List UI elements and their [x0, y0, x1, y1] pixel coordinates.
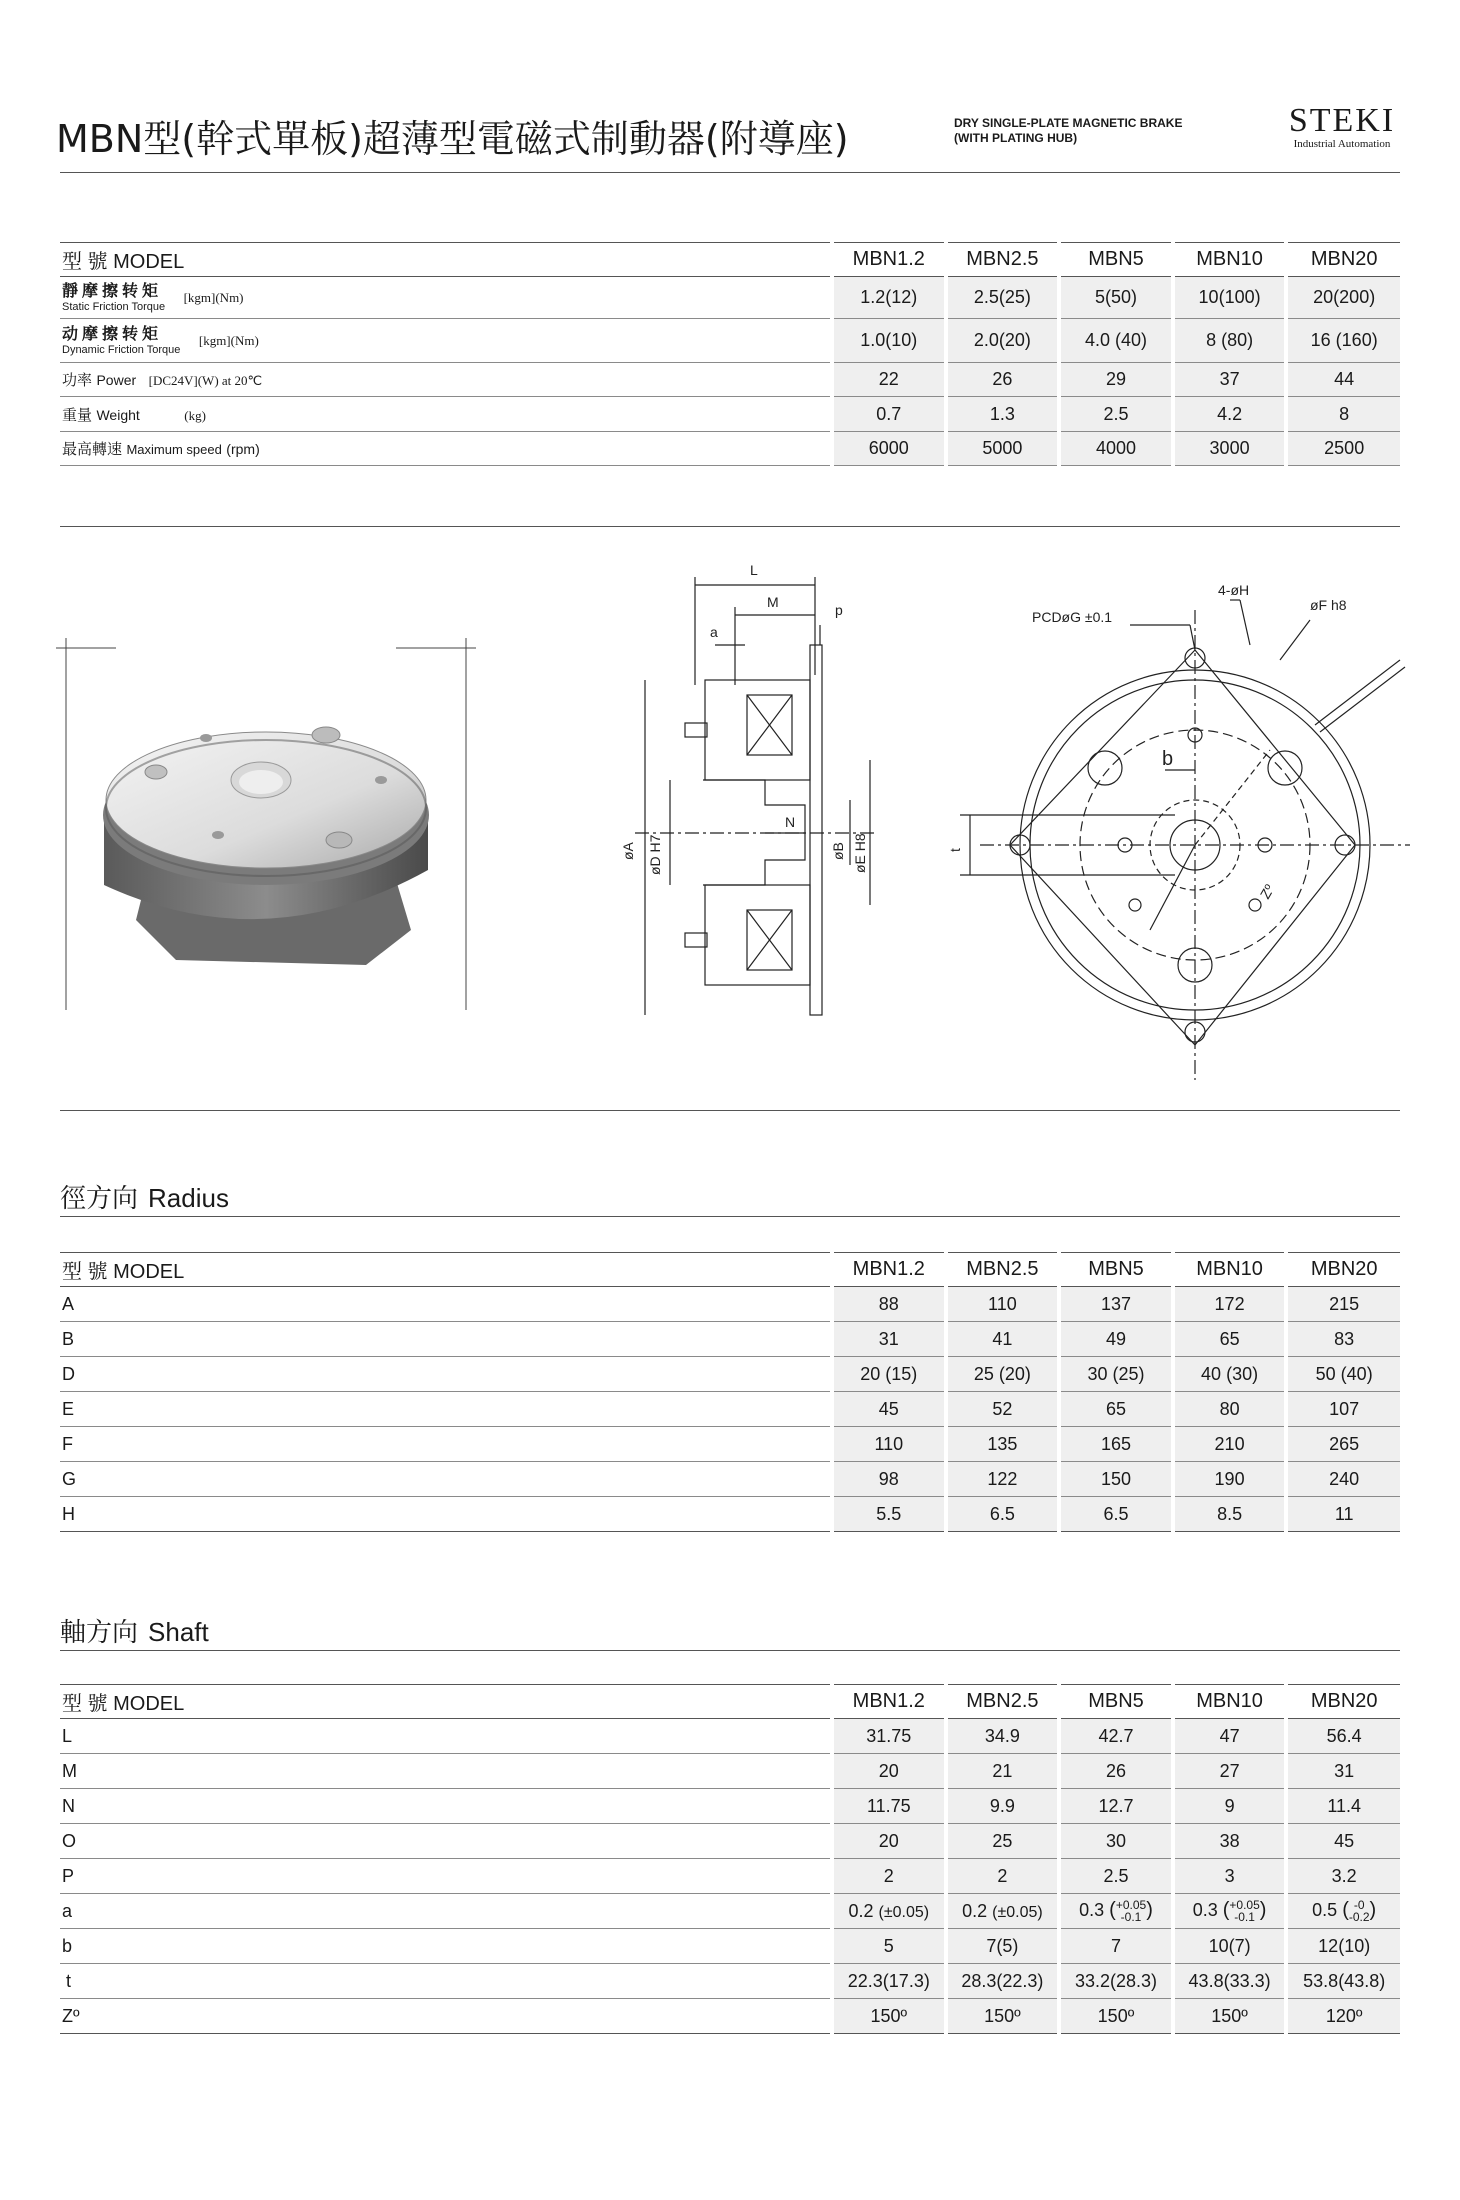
shaft-a-2-base: 0.3 [1079, 1899, 1105, 1920]
shaft-row-P [60, 1859, 1400, 1894]
static-unit: [kgm](Nm) [183, 289, 244, 305]
speed-val-4: 2500 [1286, 432, 1400, 466]
shaft-a-2-down: -0.1 [1120, 1910, 1142, 1925]
radius-label-A: A [60, 1287, 832, 1322]
product-photo [56, 630, 486, 1020]
shaft-a-1-tol: (±0.05) [992, 1903, 1043, 1921]
dim-N: N [785, 814, 796, 830]
shaft-b-2: 7 [1059, 1929, 1173, 1964]
shaft-label-b: b [60, 1929, 832, 1964]
radius-title-cn: 徑方向 [60, 1184, 139, 1214]
label-pcd: PCDøG ±0.1 [1032, 609, 1113, 625]
radius-B-4: 83 [1286, 1322, 1400, 1357]
static-val-0: 1.2(12) [832, 277, 946, 319]
radius-row-A [60, 1287, 1400, 1322]
radius-D-0: 20 (15) [832, 1357, 946, 1392]
dynamic-torque-row [60, 319, 1400, 363]
shaft-model-en: MODEL [113, 1693, 185, 1715]
power-unit: [DC24V](W) at 20℃ [148, 373, 263, 388]
label-b: b [1162, 748, 1174, 770]
shaft-model-3: MBN10 [1173, 1685, 1287, 1719]
shaft-b-1: 7(5) [946, 1929, 1060, 1964]
radius-label-F: F [60, 1427, 832, 1462]
radius-model-0: MBN1.2 [832, 1253, 946, 1287]
dynamic-cn: 动摩擦转矩 [62, 325, 163, 343]
radius-H-2: 6.5 [1059, 1497, 1173, 1532]
spec-header-row [60, 243, 1400, 277]
radius-row-H [60, 1497, 1400, 1532]
shaft-title-underline [60, 1650, 1400, 1651]
radius-label-E: E [60, 1392, 832, 1427]
shaft-label-L: L [60, 1719, 832, 1754]
shaft-M-4: 31 [1286, 1754, 1400, 1789]
radius-H-4: 11 [1286, 1497, 1400, 1532]
dynamic-unit: [kgm](Nm) [198, 332, 259, 348]
shaft-M-1: 21 [946, 1754, 1060, 1789]
dynamic-torque-label [60, 319, 832, 363]
subtitle-line-1: DRY SINGLE-PLATE MAGNETIC BRAKE [954, 116, 1183, 130]
power-val-2: 29 [1059, 363, 1173, 397]
static-val-3: 10(100) [1173, 277, 1287, 319]
radius-title-en: Radius [148, 1183, 229, 1213]
shaft-t-3: 43.8(33.3) [1173, 1964, 1287, 1999]
shaft-a-3-up: +0.05 [1229, 1898, 1260, 1913]
shaft-table [60, 1684, 1400, 2034]
radius-G-0: 98 [832, 1462, 946, 1497]
shaft-model-label [60, 1685, 832, 1719]
shaft-N-0: 11.75 [832, 1789, 946, 1824]
shaft-a-0-tol: (±0.05) [878, 1903, 930, 1921]
shaft-t-1: 28.3(22.3) [946, 1964, 1060, 1999]
shaft-b-0: 5 [832, 1929, 946, 1964]
weight-cn: 重量 [62, 406, 93, 424]
shaft-a-0-base: 0.2 [848, 1900, 874, 1921]
shaft-a-3: 0.3 ( +0.05 -0.1 ) [1173, 1894, 1287, 1929]
dim-L: L [750, 562, 758, 578]
radius-E-1: 52 [946, 1392, 1060, 1427]
shaft-row-z [60, 1999, 1400, 2034]
dynamic-val-2: 4.0 (40) [1059, 319, 1173, 363]
power-val-0: 22 [832, 363, 946, 397]
shaft-row-a [60, 1894, 1400, 1929]
shaft-z-4: 120º [1286, 1999, 1400, 2034]
model-col-2: MBN5 [1059, 243, 1173, 277]
radius-G-2: 150 [1059, 1462, 1173, 1497]
dynamic-val-4: 16 (160) [1286, 319, 1400, 363]
shaft-M-2: 26 [1059, 1754, 1173, 1789]
shaft-O-1: 25 [946, 1824, 1060, 1859]
shaft-M-3: 27 [1173, 1754, 1287, 1789]
radius-D-2: 30 (25) [1059, 1357, 1173, 1392]
radius-B-2: 49 [1059, 1322, 1173, 1357]
dim-M: M [767, 594, 779, 610]
model-col-4: MBN20 [1286, 243, 1400, 277]
radius-F-3: 210 [1173, 1427, 1287, 1462]
shaft-L-2: 42.7 [1059, 1719, 1173, 1754]
shaft-P-2: 2.5 [1059, 1859, 1173, 1894]
radius-row-G [60, 1462, 1400, 1497]
radius-model-4: MBN20 [1286, 1253, 1400, 1287]
shaft-L-0: 31.75 [832, 1719, 946, 1754]
subtitle-line-2: (WITH PLATING HUB) [954, 131, 1078, 145]
shaft-N-4: 11.4 [1286, 1789, 1400, 1824]
model-label-cn: 型 號 [62, 251, 108, 273]
weight-row [60, 397, 1400, 432]
speed-row [60, 432, 1400, 466]
shaft-M-0: 20 [832, 1754, 946, 1789]
shaft-N-3: 9 [1173, 1789, 1287, 1824]
shaft-a-4-base: 0.5 [1312, 1899, 1338, 1920]
model-col-1: MBN2.5 [946, 243, 1060, 277]
label-phiF: øF h8 [1310, 597, 1347, 613]
label-Z: Zº [1256, 881, 1278, 902]
radius-B-3: 65 [1173, 1322, 1287, 1357]
speed-val-1: 5000 [946, 432, 1060, 466]
weight-val-4: 8 [1286, 397, 1400, 432]
model-label [60, 243, 832, 277]
shaft-N-1: 9.9 [946, 1789, 1060, 1824]
shaft-O-4: 45 [1286, 1824, 1400, 1859]
radius-E-4: 107 [1286, 1392, 1400, 1427]
shaft-row-L [60, 1719, 1400, 1754]
shaft-label-t: t [60, 1964, 832, 1999]
label-t: t [947, 848, 963, 852]
power-val-1: 26 [946, 363, 1060, 397]
radius-label-D: D [60, 1357, 832, 1392]
radius-header-row [60, 1253, 1400, 1287]
shaft-model-2: MBN5 [1059, 1685, 1173, 1719]
shaft-b-3: 10(7) [1173, 1929, 1287, 1964]
radius-A-0: 88 [832, 1287, 946, 1322]
speed-cn: 最高轉速 [62, 441, 123, 458]
shaft-row-b [60, 1929, 1400, 1964]
radius-A-4: 215 [1286, 1287, 1400, 1322]
weight-val-1: 1.3 [946, 397, 1060, 432]
static-torque-label [60, 277, 832, 319]
shaft-t-0: 22.3(17.3) [832, 1964, 946, 1999]
power-label [60, 363, 832, 397]
page-title: MBN型(幹式單板)超薄型電磁式制動器(附導座) [56, 117, 849, 161]
radius-row-E [60, 1392, 1400, 1427]
shaft-a-2-tol [1116, 1899, 1146, 1923]
shaft-O-0: 20 [832, 1824, 946, 1859]
radius-row-D [60, 1357, 1400, 1392]
shaft-model-4: MBN20 [1286, 1685, 1400, 1719]
weight-val-3: 4.2 [1173, 397, 1287, 432]
radius-F-0: 110 [832, 1427, 946, 1462]
radius-section-title [60, 1178, 229, 1215]
radius-model-en: MODEL [113, 1261, 185, 1283]
shaft-b-4: 12(10) [1286, 1929, 1400, 1964]
shaft-title-cn: 軸方向 [60, 1618, 139, 1648]
speed-val-0: 6000 [832, 432, 946, 466]
dynamic-val-3: 8 (80) [1173, 319, 1287, 363]
shaft-z-1: 150º [946, 1999, 1060, 2034]
shaft-a-4-down: -0.2 [1348, 1910, 1370, 1925]
radius-model-1: MBN2.5 [946, 1253, 1060, 1287]
shaft-label-P: P [60, 1859, 832, 1894]
shaft-title-en: Shaft [148, 1617, 209, 1647]
brand-name: STEKI [1288, 102, 1396, 139]
shaft-P-1: 2 [946, 1859, 1060, 1894]
radius-model-cn: 型 號 [62, 1261, 108, 1283]
weight-unit: (kg) [184, 407, 206, 423]
radius-B-0: 31 [832, 1322, 946, 1357]
speed-val-2: 4000 [1059, 432, 1173, 466]
radius-D-3: 40 (30) [1173, 1357, 1287, 1392]
shaft-t-2: 33.2(28.3) [1059, 1964, 1173, 1999]
shaft-N-2: 12.7 [1059, 1789, 1173, 1824]
speed-en: Maximum speed [126, 442, 222, 457]
shaft-label-a: a [60, 1894, 832, 1929]
model-col-3: MBN10 [1173, 243, 1287, 277]
shaft-a-4-up: -0 [1353, 1898, 1365, 1913]
static-torque-row [60, 277, 1400, 319]
speed-label [60, 432, 832, 466]
shaft-t-4: 53.8(43.8) [1286, 1964, 1400, 1999]
power-val-3: 37 [1173, 363, 1287, 397]
shaft-a-2-up: +0.05 [1115, 1898, 1147, 1913]
shaft-row-M [60, 1754, 1400, 1789]
shaft-a-3-base: 0.3 [1192, 1899, 1218, 1920]
radius-title-underline [60, 1216, 1400, 1217]
dim-phiB: øB [830, 842, 846, 860]
weight-val-2: 2.5 [1059, 397, 1173, 432]
shaft-a-2: 0.3 ( +0.05 -0.1 ) [1059, 1894, 1173, 1929]
shaft-a-1 [946, 1894, 1060, 1929]
radius-label-G: G [60, 1462, 832, 1497]
radius-E-3: 80 [1173, 1392, 1287, 1427]
radius-H-0: 5.5 [832, 1497, 946, 1532]
shaft-L-1: 34.9 [946, 1719, 1060, 1754]
shaft-a-1-base: 0.2 [962, 1900, 988, 1921]
weight-val-0: 0.7 [832, 397, 946, 432]
dynamic-val-1: 2.0(20) [946, 319, 1060, 363]
shaft-row-t [60, 1964, 1400, 1999]
dynamic-val-0: 1.0(10) [832, 319, 946, 363]
shaft-a-0 [832, 1894, 946, 1929]
radius-label-H: H [60, 1497, 832, 1532]
radius-model-2: MBN5 [1059, 1253, 1173, 1287]
label-holes: 4-øH [1218, 582, 1250, 598]
radius-row-F [60, 1427, 1400, 1462]
shaft-z-3: 150º [1173, 1999, 1287, 2034]
radius-label-B: B [60, 1322, 832, 1357]
radius-model-label [60, 1253, 832, 1287]
shaft-a-4: 0.5 ( -0 -0.2 ) [1286, 1894, 1400, 1929]
shaft-header-row [60, 1685, 1400, 1719]
dim-phiA: øA [620, 842, 636, 860]
shaft-a-4-tol [1349, 1899, 1370, 1923]
speed-val-3: 3000 [1173, 432, 1287, 466]
shaft-O-3: 38 [1173, 1824, 1287, 1859]
shaft-section-title [60, 1612, 209, 1649]
spec-table [60, 242, 1400, 466]
dim-p: p [835, 602, 843, 618]
radius-D-4: 50 (40) [1286, 1357, 1400, 1392]
radius-A-2: 137 [1059, 1287, 1173, 1322]
shaft-L-4: 56.4 [1286, 1719, 1400, 1754]
shaft-model-1: MBN2.5 [946, 1685, 1060, 1719]
dim-phiD: øD H7 [647, 834, 663, 875]
radius-model-3: MBN10 [1173, 1253, 1287, 1287]
radius-D-1: 25 (20) [946, 1357, 1060, 1392]
radius-A-1: 110 [946, 1287, 1060, 1322]
shaft-P-0: 2 [832, 1859, 946, 1894]
brand-tagline: Industrial Automation [1293, 138, 1391, 150]
side-section-drawing [615, 555, 885, 1075]
drawing-top-divider [60, 526, 1400, 527]
power-row [60, 363, 1400, 397]
radius-E-0: 45 [832, 1392, 946, 1427]
shaft-row-O [60, 1824, 1400, 1859]
brand-logo [1282, 104, 1402, 150]
radius-F-2: 165 [1059, 1427, 1173, 1462]
radius-G-3: 190 [1173, 1462, 1287, 1497]
shaft-row-N [60, 1789, 1400, 1824]
shaft-model-cn: 型 號 [62, 1693, 108, 1715]
static-val-1: 2.5(25) [946, 277, 1060, 319]
shaft-label-N: N [60, 1789, 832, 1824]
shaft-L-3: 47 [1173, 1719, 1287, 1754]
power-val-4: 44 [1286, 363, 1400, 397]
dim-phiE: øE H8 [852, 833, 868, 873]
weight-en: Weight [96, 406, 140, 423]
shaft-O-2: 30 [1059, 1824, 1173, 1859]
radius-F-1: 135 [946, 1427, 1060, 1462]
shaft-label-M: M [60, 1754, 832, 1789]
speed-unit: (rpm) [226, 441, 260, 457]
static-cn: 靜摩擦转矩 [62, 282, 163, 300]
static-val-4: 20(200) [1286, 277, 1400, 319]
model-label-en: MODEL [113, 251, 185, 273]
shaft-a-3-tol [1229, 1899, 1259, 1923]
radius-B-1: 41 [946, 1322, 1060, 1357]
shaft-model-0: MBN1.2 [832, 1685, 946, 1719]
power-cn: 功率 [62, 372, 93, 389]
static-val-2: 5(50) [1059, 277, 1173, 319]
shaft-z-0: 150º [832, 1999, 946, 2034]
header-divider [60, 172, 1400, 173]
weight-label [60, 397, 832, 432]
shaft-a-3-down: -0.1 [1234, 1910, 1255, 1925]
radius-G-1: 122 [946, 1462, 1060, 1497]
shaft-P-4: 3.2 [1286, 1859, 1400, 1894]
model-col-0: MBN1.2 [832, 243, 946, 277]
radius-row-B [60, 1322, 1400, 1357]
dim-a: a [710, 624, 718, 640]
radius-table [60, 1252, 1400, 1532]
radius-A-3: 172 [1173, 1287, 1287, 1322]
radius-H-3: 8.5 [1173, 1497, 1287, 1532]
page-subtitle [954, 116, 1182, 146]
radius-G-4: 240 [1286, 1462, 1400, 1497]
power-en: Power [96, 372, 137, 388]
shaft-label-z: Zº [60, 1999, 832, 2034]
radius-E-2: 65 [1059, 1392, 1173, 1427]
drawing-bottom-divider [60, 1110, 1400, 1111]
radius-H-1: 6.5 [946, 1497, 1060, 1532]
shaft-P-3: 3 [1173, 1859, 1287, 1894]
front-view-drawing [947, 570, 1420, 1090]
radius-F-4: 265 [1286, 1427, 1400, 1462]
shaft-label-O: O [60, 1824, 832, 1859]
dynamic-en: Dynamic Friction Torque [62, 343, 181, 356]
static-en: Static Friction Torque [62, 300, 166, 313]
shaft-z-2: 150º [1059, 1999, 1173, 2034]
